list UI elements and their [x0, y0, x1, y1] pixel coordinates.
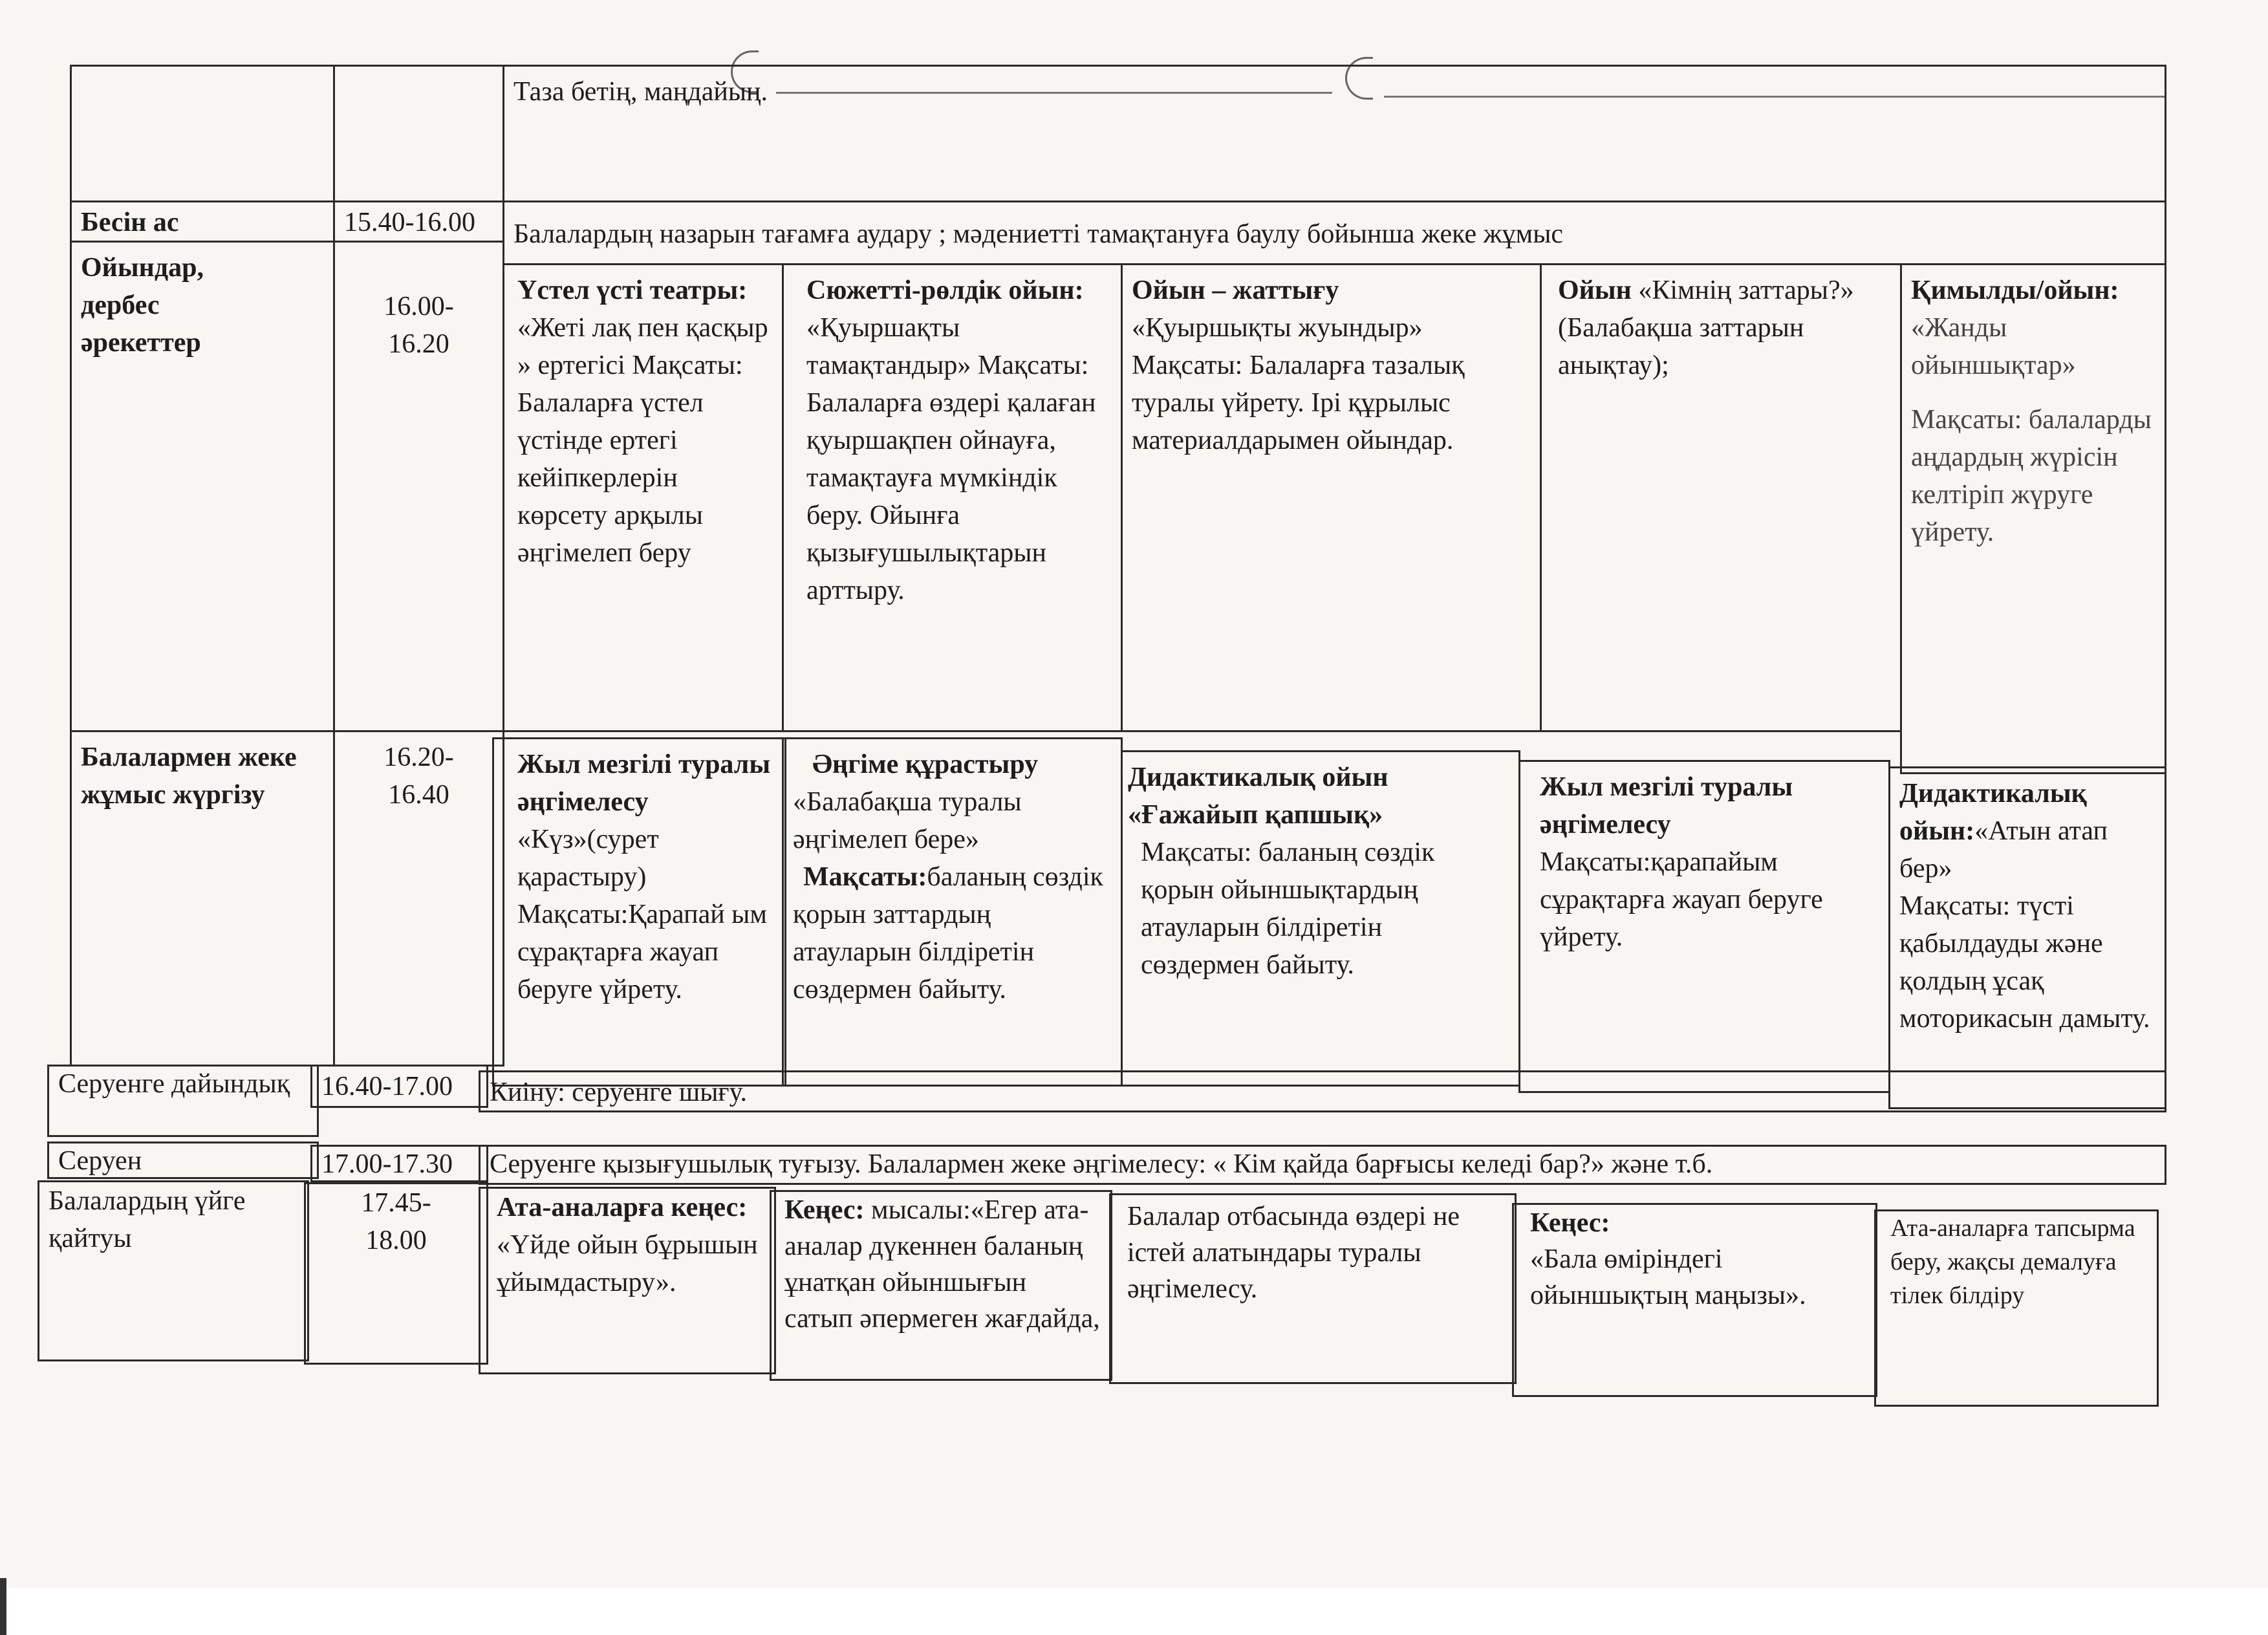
oiyndar-time: 16.00- 16.20 [333, 241, 504, 732]
jeke-col5: Дидактикалық ойын:«Атын атап бер» Мақсаты: түсті қабылдауды және қолдың ұсақ моторикасын дамыту. [1888, 766, 2166, 1109]
jeke-col4: Жыл мезгілі туралы әңгімелесу Мақсаты:қарапайым сұрақтарға жауап беруге үйрету. [1518, 760, 1890, 1093]
jeke-time: 16.20- 16.40 [333, 730, 504, 1067]
oiyndar-label: Ойындар, дербес әрекеттер [70, 241, 335, 732]
jeke-col3: Дидактикалық ойын «Ғажайып қапшық» Мақсаты: баланың сөздік қорын ойыншықтардың атауларын білдіретін сөздермен байыту. [1121, 750, 1520, 1087]
seruenge-label: Серуенге дайындық [47, 1065, 319, 1137]
seruen-time: 17.00-17.30 [310, 1145, 488, 1182]
besin-as-time: 15.40-16.00 [333, 200, 504, 243]
uige-label: Балалардың үйге қайтуы [38, 1180, 309, 1361]
seruen-text: Серуенге қызығушылық туғызу. Балалармен жеке әңгімелесу: « Кім қайда барғысы келеді бар?» және т.б. [479, 1145, 2166, 1185]
seruenge-time: 16.40-17.00 [310, 1065, 488, 1108]
seruen-label: Серуен [47, 1142, 319, 1179]
scan-edge [0, 1578, 6, 1635]
header-text-cell [502, 65, 2166, 202]
jeke-col2: Әңгіме құрастыру «Балабақша туралы әңгімелеп бере» Мақсаты:баланың сөздік қорын заттардың атауларын білдіретін сөздермен байыту. [782, 737, 1123, 1087]
oiyndar-col4: Ойын «Кімнің заттары?» (Балабақша заттарын анықтау); [1540, 263, 1902, 732]
oiyndar-col2: Сюжетті-рөлдік ойын: «Қуыршақты тамақтандыр» Мақсаты: Балаларға өздері қалаған қуыршақпен ойнауға, тамақтауға мүмкіндік беру. Ойынға қызығушылықтарын арттыру. [782, 263, 1123, 732]
jeke-col1: Жыл мезгілі туралы әңгімелесу «Күз»(сурет қарастыру) Мақсаты:Қарапай ым сұрақтарға жауап беруге үйрету. [492, 737, 786, 1087]
oiyndar-col5: Қимылды/ойын: «Жанды ойыншықтар» Мақсаты: балаларды аңдардың жүрісін келтіріп жүруге үйрету. [1900, 263, 2166, 774]
seruenge-text: Киіну: серуенге шығу. [479, 1070, 2166, 1112]
besin-as-text: Балалардың назарын тағамға аудару ; мәдениетті тамақтануға баулу бойынша жеке жұмыс [502, 200, 2166, 265]
header-time-cell [333, 65, 504, 202]
uige-col4: Кеңес: «Бала өміріндегі ойыншықтың маңызы». [1512, 1203, 1877, 1397]
uige-col3: Балалар отбасында өздері не істей алатындары туралы әңгімелесу. [1109, 1193, 1517, 1384]
uige-time: 17.45- 18.00 [304, 1182, 488, 1365]
jeke-label: Балалармен жеке жұмыс жүргізу [70, 730, 335, 1067]
oiyndar-col3: Ойын – жаттығу «Қуыршықты жуындыр» Мақсаты: Балаларға тазалық туралы үйрету. Ірі құрылыс материалдарымен ойындар. [1121, 263, 1542, 732]
besin-as-label: Бесін ас [70, 200, 335, 243]
uige-col1: Ата-аналарға кеңес: «Үйде ойын бұрышын ұйымдастыру». [479, 1187, 776, 1374]
uige-col2: Кеңес: мысалы:«Егер ата-аналар дүкеннен баланың ұнатқан ойыншығын сатып әпермеген жағдайда, [770, 1190, 1112, 1381]
header-text: Таза бетің, маңдайың. [513, 77, 768, 107]
scan-bottom-band [0, 1588, 2268, 1635]
oiyndar-col1: Үстел үсті театры: «Жеті лақ пен қасқыр » ертегісі Мақсаты: Балаларға үстел үстінде ертегі кейіпкерлерін көрсету арқылы әңгімелеп беру [502, 263, 784, 732]
uige-col5: Ата-аналарға тапсырма беру, жақсы демалуға тілек білдіру [1874, 1209, 2159, 1407]
header-label-cell [70, 65, 335, 202]
